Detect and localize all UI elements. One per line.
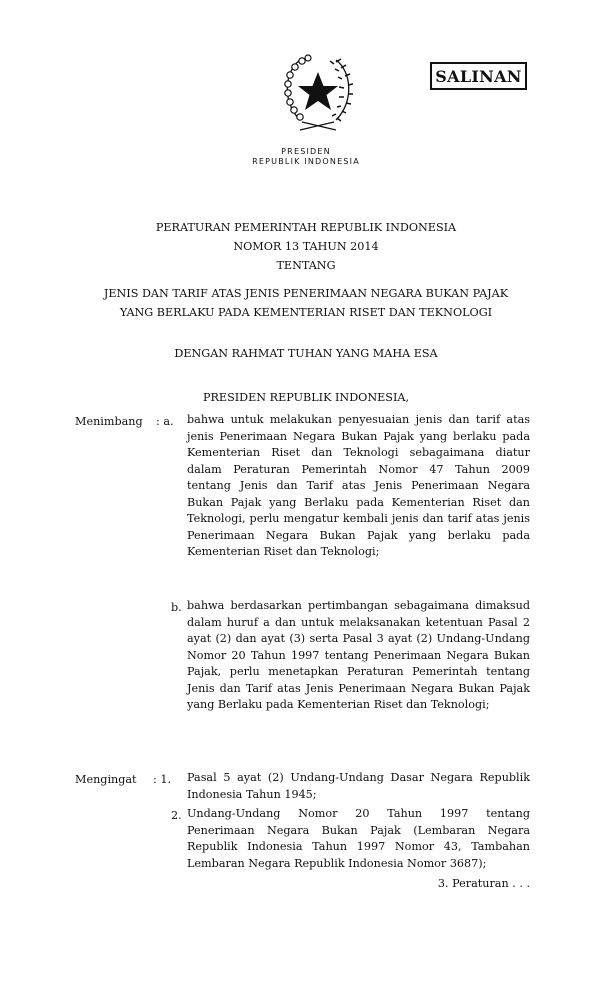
text-line: Teknologi, perlu mengatur kembali jenis dan tarif atas jenis <box>187 512 530 525</box>
text-line: dalam Peraturan Pemerintah Nomor 47 Tahun 2009 <box>187 462 530 476</box>
text-line: Bukan Pajak yang Berlaku pada Kementerian Riset dan <box>187 495 530 509</box>
regulation-title: PERATURAN PEMERINTAH REPUBLIK INDONESIA <box>155 221 457 234</box>
text-line: Kementerian Riset dan Teknologi sebagaimana diatur <box>187 446 530 459</box>
regulation-subject-line1: JENIS DAN TARIF ATAS JENIS PENERIMAAN NEGARA BUKAN PAJAK <box>103 287 509 300</box>
blessing-text: DENGAN RAHMAT TUHAN YANG MAHA ESA <box>174 347 438 360</box>
text-line: jenis Penerimaan Negara Bukan Pajak yang berlaku pada <box>187 429 530 443</box>
text-line: Jenis dan Tarif atas Jenis Penerimaan Negara Bukan Pajak <box>187 681 530 695</box>
text-line: bahwa berdasarkan pertimbangan sebagaimana dimaksud <box>187 599 530 612</box>
menimbang-item-a <box>187 412 530 561</box>
text-line: ayat (2) dan ayat (3) serta Pasal 3 ayat (2) Undang-Undang <box>187 632 530 645</box>
regulation-subject-line2: YANG BERLAKU PADA KEMENTERIAN RISET DAN TEKNOLOGI <box>119 306 493 319</box>
menimbang-marker-a: : a. <box>156 415 174 428</box>
text-line: Indonesia Tahun 1945; <box>187 787 317 801</box>
text-line: Lembaran Negara Republik Indonesia Nomor 3687); <box>187 856 487 870</box>
text-line: Nomor 20 Tahun 1997 tentang Penerimaan Negara Bukan <box>187 648 530 662</box>
text-line: yang Berlaku pada Kementerian Riset dan Teknologi; <box>187 698 490 711</box>
menimbang-item-b <box>187 598 530 714</box>
emblem-caption-line1: PRESIDEN <box>281 147 331 156</box>
page-continuation: 3. Peraturan . . . <box>437 877 530 890</box>
garuda-emblem-star-icon <box>278 50 358 136</box>
text-line: Pasal 5 ayat (2) Undang-Undang Dasar Negara Republik <box>187 771 530 784</box>
mengingat-marker-2: 2. <box>171 809 182 822</box>
emblem-caption-line2: REPUBLIK INDONESIA <box>252 157 360 166</box>
text-line: Penerimaan Negara Bukan Pajak yang berlaku pada <box>187 528 530 542</box>
salinan-stamp: SALINAN <box>430 62 527 90</box>
text-line: dalam huruf a dan untuk melaksanakan ketentuan Pasal 2 <box>187 615 530 629</box>
mengingat-label: Mengingat <box>75 773 137 786</box>
text-line: Republik Indonesia Tahun 1997 Nomor 43, Tambahan <box>187 840 530 853</box>
text-line: Pajak, perlu menetapkan Peraturan Pemerintah tentang <box>187 665 530 678</box>
mengingat-item-2 <box>187 806 530 872</box>
menimbang-label: Menimbang <box>75 415 143 428</box>
text-line: Kementerian Riset dan Teknologi; <box>187 545 380 558</box>
regulation-number: NOMOR 13 TAHUN 2014 <box>233 240 379 253</box>
text-line: tentang Jenis dan Tarif atas Jenis Penerimaan Negara <box>187 479 530 492</box>
menimbang-marker-b: b. <box>171 601 182 614</box>
text-line: Undang-Undang Nomor 20 Tahun 1997 tentang <box>187 807 530 820</box>
mengingat-item-1 <box>187 770 530 803</box>
text-line: bahwa untuk melakukan penyesuaian jenis dan tarif atas <box>187 413 530 426</box>
mengingat-marker-1: : 1. <box>153 773 171 786</box>
president-heading: PRESIDEN REPUBLIK INDONESIA, <box>202 391 410 404</box>
regulation-tentang: TENTANG <box>276 259 336 272</box>
text-line: Penerimaan Negara Bukan Pajak (Lembaran Negara <box>187 823 530 837</box>
